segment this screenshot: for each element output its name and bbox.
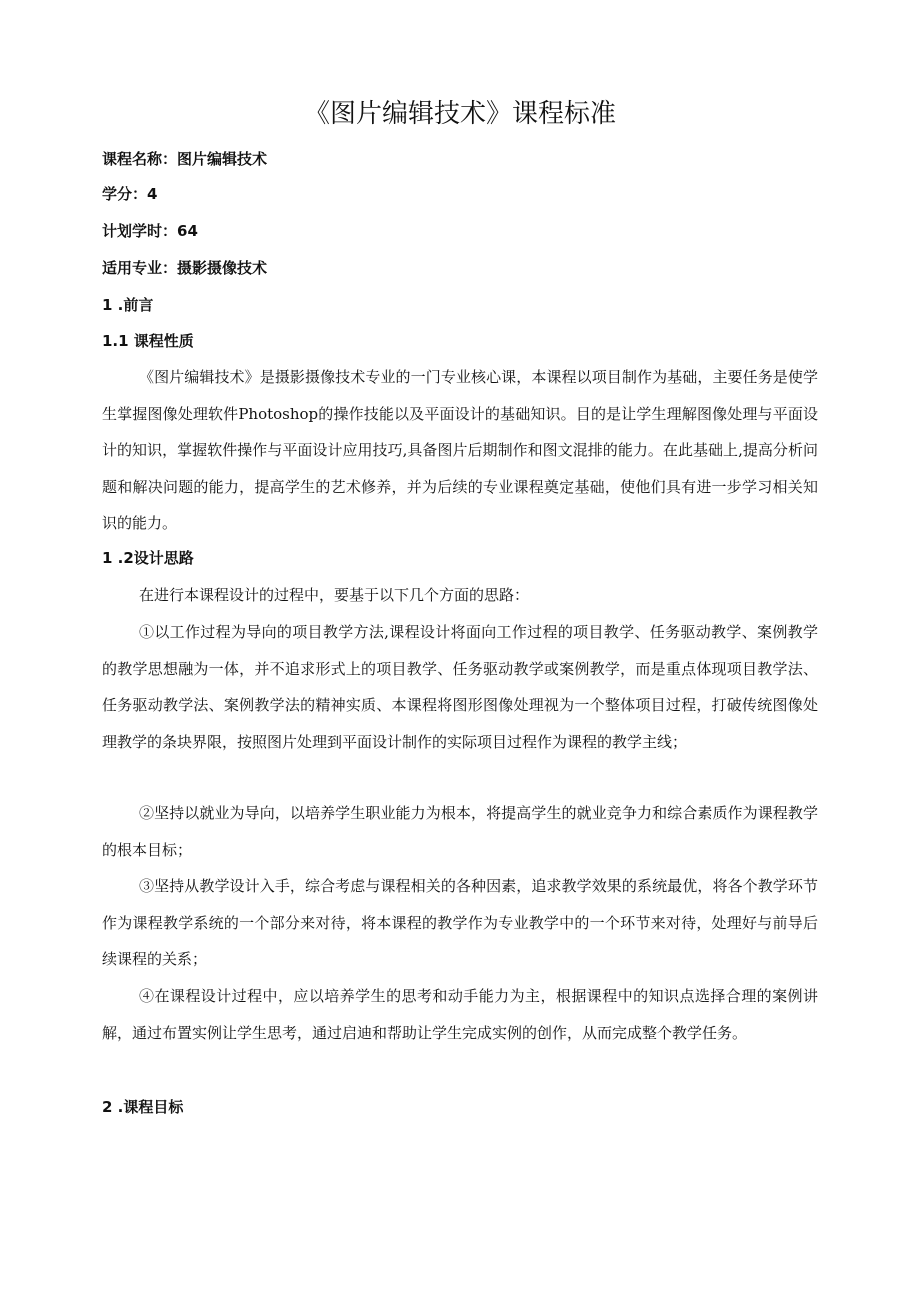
- course-nature-paragraph: 《图片编辑技术》是摄影摄像技术专业的一门专业核心课，本课程以项目制作为基础，主要任务是使学生掌握图像处理软件Photoshop的操作技能以及平面设计的基础知识。目的是让学生理解图像处理与平面设计的知识，掌握软件操作与平面设计应用技巧,具备图片后期制作和图文混排的能力。在此基础上,提高分析问题和解决问题的能力，提高学生的艺术修养，并为后续的专业课程奠定基础，使他们具有进一步学习相关知识的能力。: [102, 368, 818, 533]
- course-name-line: 课程名称：图片编辑技术: [102, 150, 268, 168]
- design-point-1: ①以工作过程为导向的项目教学方法,课程设计将面向工作过程的项目教学、任务驱动教学、案例教学的教学思想融为一体，并不追求形式上的项目教学、任务驱动教学或案例教学，而是重点体现项目教学法、任务驱动教学法、案例教学法的精神实质、本课程将图形图像处理视为一个整体项目过程，打破传统图像处理教学的条块界限，按照图片处理到平面设计制作的实际项目过程作为课程的教学主线；: [102, 623, 818, 751]
- major-line: 适用专业：摄影摄像技术: [102, 259, 268, 277]
- section-2-heading: 2 .课程目标: [102, 1098, 184, 1116]
- credits-line: 学分：4: [102, 185, 158, 203]
- section-1-2-heading: 1 .2设计思路: [102, 549, 194, 567]
- design-intro-paragraph: 在进行本课程设计的过程中，要基于以下几个方面的思路：: [139, 586, 530, 604]
- design-point-3: ③坚持从教学设计入手，综合考虑与课程相关的各种因素，追求教学效果的系统最优，将各个教学环节作为课程教学系统的一个部分来对待，将本课程的教学作为专业教学中的一个环节来对待，处理好与前导后续课程的关系；: [102, 877, 818, 969]
- planned-hours-line: 计划学时：64: [102, 222, 198, 240]
- section-1-1-heading: 1.1 课程性质: [102, 332, 194, 350]
- design-point-4: ④在课程设计过程中，应以培养学生的思考和动手能力为主，根据课程中的知识点选择合理的案例讲解，通过布置实例让学生思考，通过启迪和帮助让学生完成实例的创作，从而完成整个教学任务。: [102, 987, 818, 1042]
- document-title: 《图片编辑技术》课程标准: [303, 99, 616, 129]
- design-point-2: ②坚持以就业为导向，以培养学生职业能力为根本，将提高学生的就业竞争力和综合素质作为课程教学的根本目标；: [102, 804, 818, 859]
- section-1-heading: 1 .前言: [102, 296, 154, 314]
